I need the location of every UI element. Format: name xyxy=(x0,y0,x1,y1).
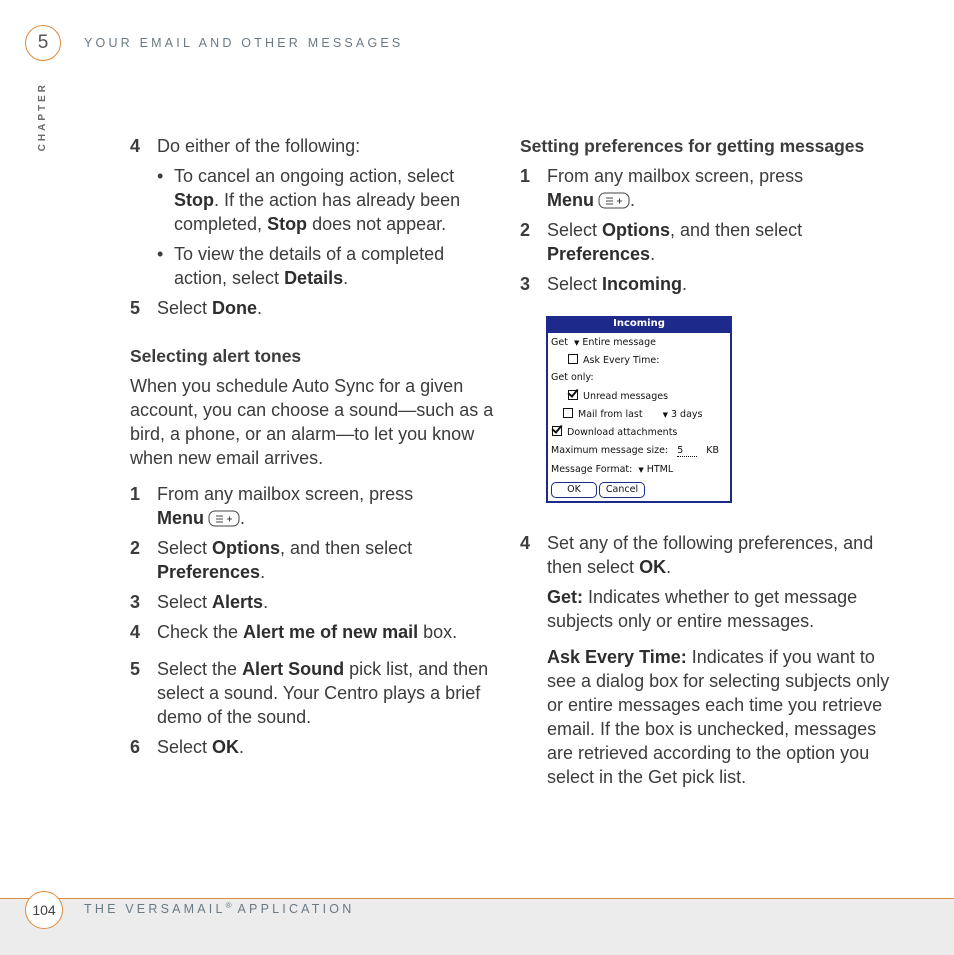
max-size-field[interactable]: 5 xyxy=(677,445,697,457)
section-heading-alert-tones: Selecting alert tones xyxy=(130,346,302,366)
get-picklist[interactable]: Entire message xyxy=(582,337,656,348)
get-only-label: Get only: xyxy=(551,372,594,383)
bullet-dot: • xyxy=(157,244,164,264)
days-picklist[interactable]: 3 days xyxy=(670,409,703,420)
format-picklist[interactable]: HTML xyxy=(646,464,674,475)
alert-step-4: 4 Check the Alert me of new mail box. xyxy=(130,622,458,642)
screenshot-body xyxy=(548,333,730,501)
pref-step-1: 1 From any mailbox screen, press Menu . xyxy=(520,166,804,210)
mail-from-last-row: Mail from last ▼ 3 days xyxy=(563,408,702,420)
ask-every-time-row: Ask Every Time: xyxy=(568,354,659,366)
pref-step-4: 4 Set any of the following preferences, and then select OK. xyxy=(520,533,874,577)
chapter-number: 5 xyxy=(25,25,61,61)
pref-step-2: 2 Select Options, and then select Preferences. xyxy=(520,220,803,264)
menu-key-icon xyxy=(598,192,630,209)
max-size-row: Maximum message size: 5 KB xyxy=(551,445,719,456)
footer-title: THE VERSAMAIL® APPLICATION xyxy=(84,901,355,917)
bullet-details: • To view the details of a completed action, select Details. xyxy=(157,244,445,288)
unread-row: Unread messages xyxy=(568,390,668,402)
cancel-button[interactable]: Cancel xyxy=(599,482,645,498)
alert-step-5: 5 Select the Alert Sound pick list, and then select a sound. Your Centro plays a brief demo of the sound. xyxy=(130,659,489,727)
ok-button[interactable]: OK xyxy=(551,482,597,498)
alert-step-2: 2 Select Options, and then select Preferences. xyxy=(130,538,413,582)
screenshot-title: Incoming xyxy=(613,318,665,329)
step-number: 4 xyxy=(130,136,141,156)
dropdown-triangle-icon: ▼ xyxy=(638,466,644,474)
section-heading-preferences: Setting preferences for getting messages xyxy=(520,136,865,156)
alert-step-1: 1 From any mailbox screen, press Menu . xyxy=(130,484,414,528)
alert-step-6: 6 Select OK. xyxy=(130,737,245,757)
page-number: 104 xyxy=(25,891,63,929)
pref-step-3: 3 Select Incoming. xyxy=(520,274,688,294)
download-row: Download attachments xyxy=(552,426,677,438)
unread-checkbox[interactable] xyxy=(568,390,578,400)
chapter-label: CHAPTER xyxy=(37,82,48,152)
format-row: Message Format: ▼ HTML xyxy=(551,464,674,475)
step-4 xyxy=(130,134,500,158)
left-column xyxy=(130,134,500,765)
mail-from-last-checkbox[interactable] xyxy=(563,408,573,418)
bullet-stop: • To cancel an ongoing action, select Stop. If the action has already been completed, Stop does not appear. xyxy=(157,166,461,234)
ask-every-time-checkbox[interactable] xyxy=(568,354,578,364)
download-attachments-checkbox[interactable] xyxy=(552,426,562,436)
bullet-dot: • xyxy=(157,166,164,186)
get-row: Get ▼ Entire message xyxy=(551,337,656,348)
alert-step-3: 3 Select Alerts. xyxy=(130,592,269,612)
get-description: Get: Indicates whether to get message subjects only or entire messages. xyxy=(547,587,858,631)
step-text: Do either of the following: xyxy=(157,136,361,156)
intro-paragraph: When you schedule Auto Sync for a given account, you can choose a sound—such as a bird, a phone, or an alarm—to let you know when new email arrives. xyxy=(130,376,494,468)
step-5: 5 Select Done. xyxy=(130,298,263,318)
menu-key-icon xyxy=(208,510,240,527)
dropdown-triangle-icon: ▼ xyxy=(573,339,580,347)
chapter-title: YOUR EMAIL AND OTHER MESSAGES xyxy=(84,36,404,50)
dropdown-triangle-icon: ▼ xyxy=(662,411,668,419)
incoming-preferences-screenshot xyxy=(546,316,732,503)
ask-every-time-description: Ask Every Time: Indicates if you want to see a dialog box for selecting subjects only or entire messages each time you retrieve email. If the box is unchecked, messages are retrieved according to the option you select in the Get pick list. xyxy=(547,647,890,787)
